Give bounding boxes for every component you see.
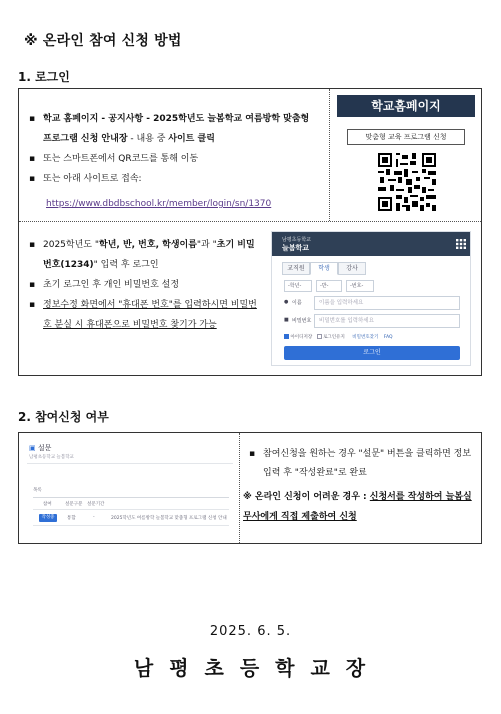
login-url-link[interactable]: https://www.dbdbschool.kr/member/login/sn/1370 — [46, 199, 272, 209]
keep-login-checkbox[interactable] — [317, 334, 322, 339]
survey-title — [29, 443, 51, 453]
homepage-header: 학교홈페이지 — [337, 95, 475, 117]
bullet-item — [29, 235, 261, 275]
class-select[interactable]: -반- — [316, 280, 342, 292]
apply-section-box — [18, 432, 482, 544]
offline-note — [243, 487, 479, 527]
survey-screenshot — [27, 441, 233, 535]
grid-menu-icon[interactable] — [456, 239, 466, 249]
bullet-text: 사이트 클릭 — [168, 134, 215, 144]
section-2-heading: 2. 참여신청 여부 — [18, 410, 109, 424]
qr-code-icon — [378, 153, 436, 211]
bullet-text: 학교 홈페이지 - 공지사항 - 2025학년도 늘봄학교 여름방학 맞춤형 프로그램 신청 안내장 — [43, 114, 310, 144]
homepage-card — [337, 95, 475, 215]
password-label: 비밀번호 — [292, 318, 312, 324]
header-type: 설문구분 — [65, 502, 83, 507]
remember-label: 아이디저장 — [290, 335, 313, 340]
row-period: - — [93, 515, 95, 520]
survey-icon: ▣ — [29, 444, 36, 452]
login-screenshot — [271, 231, 471, 366]
password-input[interactable]: 비밀번호를 입력하세요 — [314, 314, 460, 328]
header-period: 설문기간 — [87, 502, 105, 507]
bullet-item — [29, 109, 321, 149]
bullet-item — [29, 295, 261, 335]
principal-signature: 남평초등학교장 — [133, 656, 382, 680]
offline-note-prefix: ※ 온라인 신청이 어려운 경우 : — [243, 492, 370, 502]
bullet-text: 참여신청을 원하는 경우 "설문" 버튼을 클릭하면 정보 입력 후 "작성완료"로 완료 — [263, 449, 472, 478]
remember-checkbox[interactable] — [284, 334, 289, 339]
tab-instructor[interactable]: 강사 — [338, 262, 366, 275]
lock-icon: ■ — [284, 317, 289, 323]
bullet-text: 또는 스마트폰에서 QR코드를 통해 이동 — [43, 154, 199, 164]
document-date: 2025. 6. 5. — [209, 624, 292, 639]
name-row — [284, 296, 460, 310]
login-school-small: 남평초등학교 — [282, 237, 311, 243]
person-icon: ● — [284, 299, 289, 305]
survey-title-text: 설문 — [37, 444, 52, 452]
bullet-text: - 내용 중 — [127, 134, 169, 144]
bullet-item — [249, 445, 477, 483]
bullet-text: 정보수정 화면에서 "휴대폰 번호"를 입력하시면 비밀번호 분실 시 휴대폰으로 비밀번호 찾기가 가능 — [43, 300, 257, 330]
login-school-name: 늘봄학교 — [282, 244, 310, 252]
apply-steps-list — [249, 445, 477, 483]
row-description: 2025학년도 여름방학 늘봄학교 맞춤형 프로그램 신청 안내 — [111, 516, 227, 521]
header-participate: 참여 — [43, 502, 52, 507]
grade-select[interactable]: -학년- — [284, 280, 312, 292]
tab-student[interactable]: 학생 — [310, 262, 338, 275]
login-options — [284, 334, 464, 342]
name-label: 이름 — [292, 300, 302, 306]
login-section-box — [18, 88, 482, 376]
bullet-text: 초기 비밀번호(1234) — [43, 240, 255, 270]
login-button[interactable]: 로그인 — [284, 346, 460, 360]
login-tabs — [282, 262, 460, 275]
password-row — [284, 314, 460, 328]
faq-link[interactable]: FAQ — [383, 335, 393, 340]
bullet-item — [29, 275, 261, 295]
survey-write-button[interactable]: 작성중 — [39, 514, 57, 522]
bullet-text: " 입력 후 로그인 — [93, 260, 159, 270]
bullet-text: 또는 아래 사이트로 접속: — [43, 174, 142, 184]
bullet-text: 2025학년도 " — [43, 240, 99, 250]
survey-list-label: 목록 — [33, 488, 42, 493]
bullet-item — [29, 149, 321, 169]
login-steps-list — [29, 109, 321, 189]
offline-note-link: 신청서를 작성하여 늘봄실무사에게 직접 제출하여 신청 — [243, 492, 472, 522]
name-input[interactable]: 이름을 입력하세요 — [314, 296, 460, 310]
bullet-item — [29, 169, 321, 189]
row-type: 통합 — [67, 516, 76, 521]
number-select[interactable]: -번호- — [346, 280, 374, 292]
tab-staff[interactable]: 교직원 — [282, 262, 310, 275]
find-password-link[interactable]: 비밀번호찾기 — [352, 335, 379, 340]
page-title: ※ 온라인 참여 신청 방법 — [24, 33, 182, 49]
survey-subtitle: 남평초등학교 늘봄학교 — [29, 455, 74, 460]
bullet-text: 초기 로그인 후 개인 비밀번호 설정 — [43, 280, 180, 290]
bullet-text: "과 " — [196, 240, 217, 250]
keep-login-label: 로그인유지 — [323, 335, 345, 340]
section-1-heading: 1. 로그인 — [18, 70, 70, 84]
bullet-text: 학년, 반, 번호, 학생이름 — [99, 240, 197, 250]
custom-program-button[interactable]: 맞춤형 교육 프로그램 신청 — [347, 129, 465, 145]
login-instructions-list — [29, 235, 261, 335]
